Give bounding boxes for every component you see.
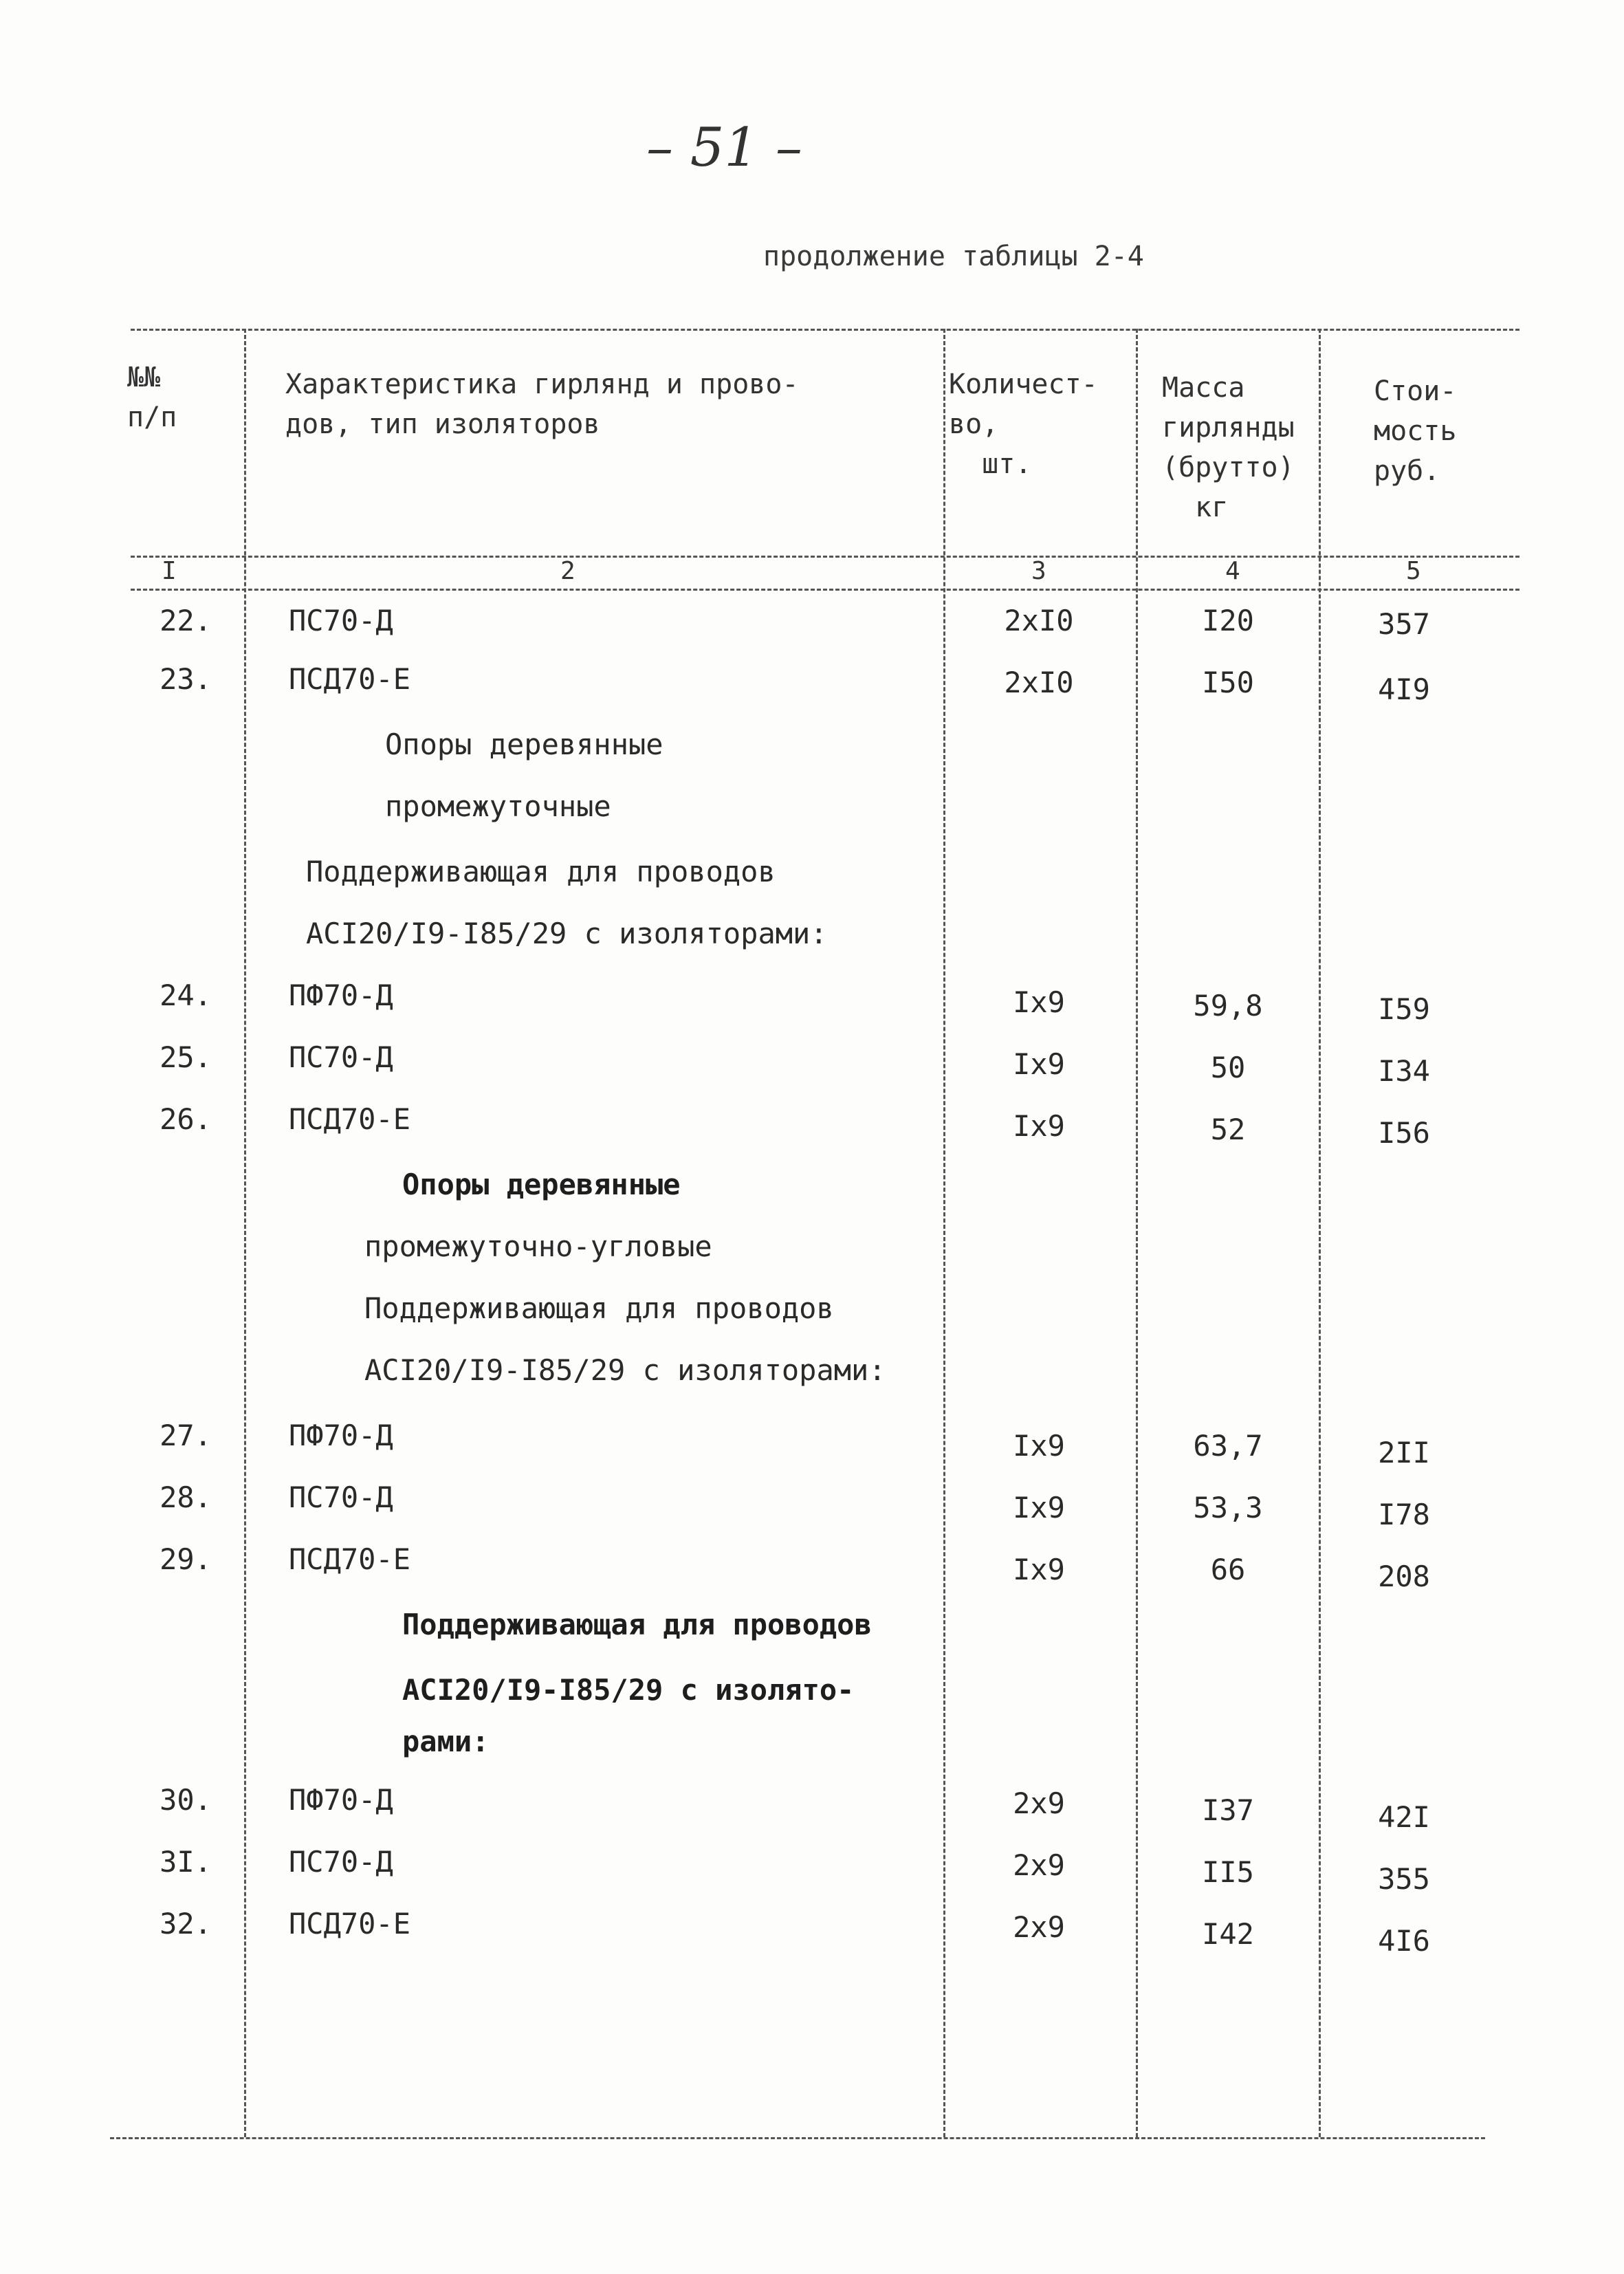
row-26-mass: 52 [1210,1113,1246,1146]
section-heading: Опоры деревянные [402,1168,681,1201]
row-27-qty: Ix9 [1013,1429,1065,1463]
row-29-qty: Ix9 [1013,1553,1065,1586]
column-number-3: 3 [1031,557,1046,585]
row-26-num: 26. [160,1102,212,1136]
row-30-cost: 42I [1378,1800,1430,1834]
row-29-num: 29. [160,1542,212,1576]
row-30-qty: 2x9 [1013,1786,1065,1820]
row-25-qty: Ix9 [1013,1047,1065,1081]
row-32-desc: ПСД70-Е [289,1907,411,1940]
row-31-desc: ПС70-Д [289,1845,393,1879]
row-22-num: 22. [160,604,212,637]
section-heading: Поддерживающая для проводов [306,855,776,888]
colnum-bottom-border [131,589,1519,591]
row-30-mass: I37 [1202,1793,1254,1827]
row-32-mass: I42 [1202,1917,1254,1951]
row-28-cost: I78 [1378,1498,1430,1531]
row-24-cost: I59 [1378,992,1430,1026]
row-29-desc: ПСД70-Е [289,1542,411,1576]
row-25-mass: 50 [1210,1051,1246,1084]
row-26-desc: ПСД70-Е [289,1102,411,1136]
row-26-cost: I56 [1378,1116,1430,1150]
row-23-desc: ПСД70-Е [289,662,411,696]
table-caption: продолжение таблицы 2-4 [763,241,1144,272]
row-28-qty: Ix9 [1013,1491,1065,1524]
column-number-4: 4 [1225,557,1240,585]
row-27-cost: 2II [1378,1436,1430,1469]
row-31-mass: II5 [1202,1855,1254,1889]
row-23-num: 23. [160,662,212,696]
section-heading: рами: [402,1725,490,1758]
row-23-cost: 4I9 [1378,673,1430,706]
section-heading: промежуточные [385,789,611,823]
row-24-desc: ПФ70-Д [289,979,393,1012]
header-description: Характеристика гирлянд и прово- дов, тип изоляторов [285,369,799,440]
row-24-mass: 59,8 [1193,989,1263,1023]
row-22-cost: 357 [1378,607,1430,641]
row-32-qty: 2x9 [1013,1910,1065,1944]
row-25-desc: ПС70-Д [289,1040,393,1074]
row-23-qty: 2xI0 [1004,666,1074,699]
row-29-cost: 208 [1378,1560,1430,1593]
row-27-desc: ПФ70-Д [289,1419,393,1452]
column-divider-1 [244,329,246,2137]
row-27-num: 27. [160,1419,212,1452]
header-mass: Масса гирлянды (брутто) кг [1162,372,1295,523]
section-heading: Поддерживающая для проводов [364,1291,834,1325]
table-bottom-border [110,2137,1485,2139]
header-quantity: Количест- во, шт. [949,369,1098,480]
row-32-num: 32. [160,1907,212,1940]
page-number: – 51 – [646,117,802,179]
row-22-mass: I20 [1202,604,1254,637]
column-divider-4 [1319,329,1321,2137]
section-heading: АСI20/I9-I85/29 с изоляторами: [364,1353,886,1387]
row-30-num: 30. [160,1783,212,1817]
row-26-qty: Ix9 [1013,1109,1065,1143]
section-heading: Поддерживающая для проводов [402,1608,872,1641]
table-top-border [131,329,1519,331]
row-31-num: 3I. [160,1845,212,1879]
header-bottom-border [131,556,1519,558]
row-24-qty: Ix9 [1013,985,1065,1019]
section-heading: промежуточно-угловые [364,1229,712,1263]
row-28-mass: 53,3 [1193,1491,1263,1524]
column-number-2: 2 [560,557,575,585]
row-32-cost: 4I6 [1378,1924,1430,1958]
column-divider-3 [1136,329,1138,2137]
row-25-num: 25. [160,1040,212,1074]
row-24-num: 24. [160,979,212,1012]
row-22-desc: ПС70-Д [289,604,393,637]
section-heading: АСI20/I9-I85/29 с изолято- [402,1673,855,1707]
row-23-mass: I50 [1202,666,1254,699]
row-28-num: 28. [160,1480,212,1514]
column-number-5: 5 [1406,557,1421,585]
row-29-mass: 66 [1210,1553,1246,1586]
row-30-desc: ПФ70-Д [289,1783,393,1817]
column-number-1: I [162,557,177,585]
row-28-desc: ПС70-Д [289,1480,393,1514]
row-27-mass: 63,7 [1193,1429,1263,1463]
row-25-cost: I34 [1378,1054,1430,1088]
header-cost: Стои- мость руб. [1374,375,1457,487]
row-22-qty: 2xI0 [1004,604,1074,637]
row-31-qty: 2x9 [1013,1848,1065,1882]
row-31-cost: 355 [1378,1862,1430,1896]
section-heading: АСI20/I9-I85/29 с изоляторами: [306,917,828,950]
header-num: №№ п/п [127,362,177,433]
section-heading: Опоры деревянные [385,728,663,761]
